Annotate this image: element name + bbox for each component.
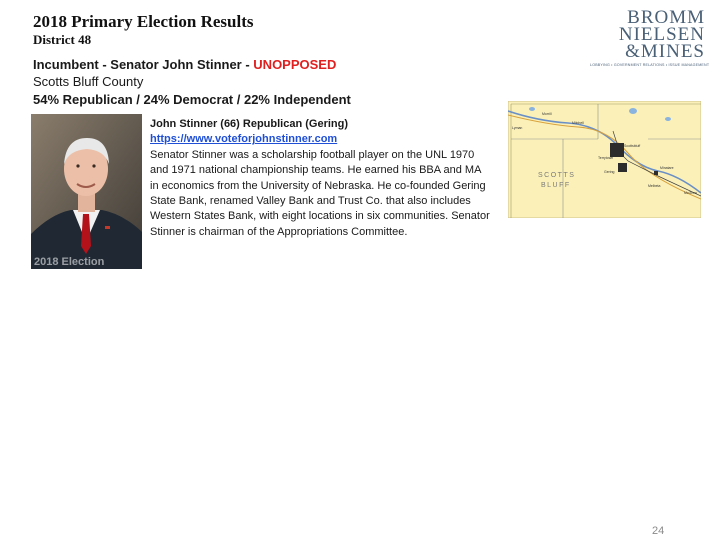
page-title: 2018 Primary Election Results [33, 12, 254, 31]
logo-tagline: LOBBYING • GOVERNMENT RELATIONS • ISSUE MANAGEMENT [590, 63, 710, 67]
candidate-name: John Stinner (66) Republican (Gering) [150, 118, 349, 130]
map-place-label: Melbeta [648, 184, 661, 188]
page-number: 24 [652, 525, 665, 537]
map-county-label-1: SCOTTS [538, 172, 576, 179]
map-place-label: Morrill [542, 112, 552, 116]
incumbent-text: Incumbent - Senator John Stinner - [33, 57, 254, 72]
county-map-image [508, 101, 701, 218]
logo-line-3: &MINES [625, 41, 705, 62]
campaign-website-link[interactable]: https://www.voteforjohnstinner.com [150, 133, 338, 146]
candidate-portrait-image [31, 114, 142, 269]
photo-watermark: 2018 Election [34, 256, 105, 268]
map-place-label: Lyman [512, 126, 523, 130]
company-logo [590, 7, 710, 75]
party-split: 54% Republican / 24% Democrat / 22% Independent [33, 92, 351, 107]
candidate-bio-block [150, 117, 490, 240]
district-label: District 48 [33, 32, 92, 47]
logo-line-2: NIELSEN [618, 24, 705, 45]
candidate-photo [31, 114, 142, 269]
map-place-label: Gering [604, 170, 615, 174]
county-name: Scotts Bluff County [33, 74, 144, 89]
incumbent-line [33, 57, 336, 72]
candidate-bio: Senator Stinner was a scholarship football player on the UNL 1970 and 1971 national championship teams. He earned his BBA and MA in economics from the University of Nebraska. He co-founded Gering State Bank, renamed Valley Bank and Trust Co. that also includes Western States Bank, with eight locations in six communities. Senator Stinner is chairman of the Appropriations Committee. [150, 148, 490, 238]
map-place-label: McGrew [684, 191, 698, 195]
map-place-label: Scottsbluff [624, 144, 641, 148]
map-place-label: Mitchell [572, 121, 584, 125]
incumbent-status: UNOPPOSED [253, 57, 337, 72]
logo-line-1: BROMM [627, 7, 705, 28]
map-place-label: Terrytown [598, 156, 614, 160]
map-place-label: Minatare [660, 166, 674, 170]
county-map [508, 101, 701, 218]
map-county-label-2: BLUFF [541, 182, 571, 189]
